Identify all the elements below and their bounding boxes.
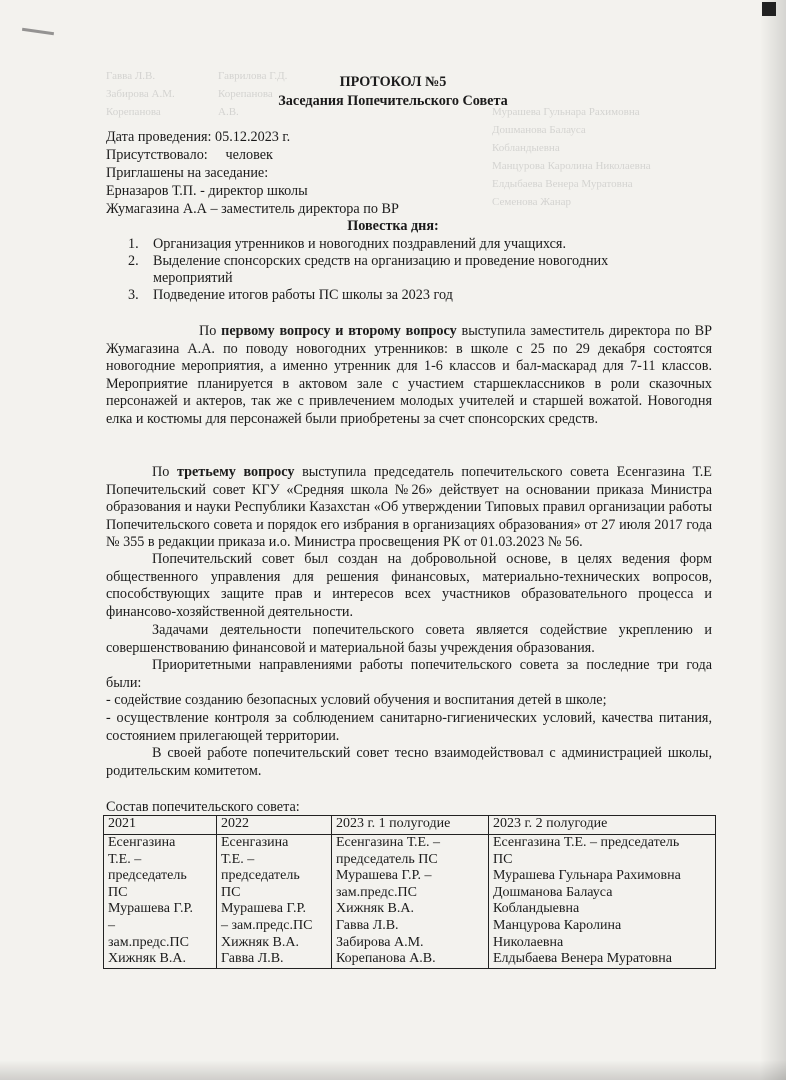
agenda-number: 1. xyxy=(128,236,139,252)
table-row xyxy=(104,835,716,969)
member-line: ПС xyxy=(108,884,128,900)
member-line: Т.Е. – xyxy=(221,851,255,867)
show-through-text: Корепанова xyxy=(106,106,161,118)
show-through-text: Кобландыевна xyxy=(492,142,560,154)
member-line: председатель xyxy=(108,868,187,884)
attendance: Присутствовало: человек xyxy=(106,147,273,163)
agenda-item: Подведение итогов работы ПС школы за 2023 год xyxy=(153,287,453,303)
paragraph-first-question xyxy=(106,323,712,429)
member-line: Николаевна xyxy=(493,934,564,950)
show-through-text: Корепанова xyxy=(218,88,273,100)
member-line: Хижняк В.А. xyxy=(221,934,299,950)
show-through-text: Манцурова Каролина Николаевна xyxy=(492,160,651,172)
member-line: ПС xyxy=(493,851,513,867)
table-caption: Состав попечительского совета: xyxy=(106,799,300,815)
table-cell-2023-h2 xyxy=(489,835,716,969)
member-line: ПС xyxy=(221,884,241,900)
show-through-text: Елдыбаева Венера Муратовна xyxy=(492,178,633,190)
paragraph-prefix: По xyxy=(152,464,177,480)
paragraph-cooperation: В своей работе попечительский совет тесно взаимодействовал с администрацией школы, родительским комитетом. xyxy=(106,745,712,779)
member-line: Манцурова Каролина xyxy=(493,917,622,933)
agenda-heading: Повестка дня: xyxy=(347,218,439,234)
show-through-text: Гаврилова Г.Д. xyxy=(218,70,288,82)
council-composition-table xyxy=(103,815,716,969)
member-line: Мурашева Г.Р. xyxy=(108,901,193,917)
table-header-row xyxy=(104,816,716,835)
member-line: зам.предс.ПС xyxy=(108,934,189,950)
priority-bullet: - содействие созданию безопасных условий обучения и воспитания детей в школе; xyxy=(106,692,607,708)
invitee: Жумагазина А.А – заместитель директора по ВР xyxy=(106,201,399,217)
paragraph-text: выступила председатель попечительского совета Есенгазина Т.Е Попечительский совет КГУ «Средняя школа №26» действует на основании приказа Министра образования и науки Республики Казахстан «Об утверждении Типовых правил организации работы Попечительского совета и порядок его избрания в организациях образования» от 27 июля 2017 года № 355 в редакции приказа и.о. Министра просвещения РК от 01.03.2023 № 56. xyxy=(106,464,712,551)
member-line: зам.предс.ПС xyxy=(336,884,417,900)
show-through-text: Гавва Л.В. xyxy=(106,70,156,82)
agenda-item: мероприятий xyxy=(153,270,233,286)
agenda-item: Организация утренников и новогодних поздравлений для учащихся. xyxy=(153,236,566,252)
member-line: – зам.предс.ПС xyxy=(221,917,313,933)
member-line: Т.Е. – xyxy=(108,851,142,867)
member-line: Мурашева Г.Р. – xyxy=(336,868,432,884)
document-subtitle: Заседания Попечительского Совета xyxy=(278,93,508,109)
show-through-text: Забирова А.М. xyxy=(106,88,175,100)
table-header-cell: 2023 г. 2 полугодие xyxy=(489,816,716,835)
paragraph-priorities: Приоритетными направлениями работы попечительского совета за последние три года были: xyxy=(106,657,712,691)
show-through-text: А.В. xyxy=(218,106,239,118)
meeting-date: Дата проведения: 05.12.2023 г. xyxy=(106,129,291,145)
table-header-cell: 2023 г. 1 полугодие xyxy=(332,816,489,835)
member-line: Хижняк В.А. xyxy=(108,951,186,967)
member-line: Гавва Л.В. xyxy=(336,917,399,933)
member-line: Гавва Л.В. xyxy=(221,951,284,967)
paragraph-council-purpose: Попечительский совет был создан на добровольной основе, в целях ведения форм общественного управления для решения финансовых, материально-технических вопросов, способствующих защите прав и интересов всех участников образовательного процесса и финансово-хозяйственной деятельности. xyxy=(106,551,712,620)
paragraph-prefix: По xyxy=(199,323,222,339)
document-title: ПРОТОКОЛ №5 xyxy=(339,74,447,90)
scan-bottom-shadow xyxy=(0,1060,786,1080)
member-line: Корепанова А.В. xyxy=(336,951,436,967)
member-line: Хижняк В.А. xyxy=(336,901,414,917)
show-through-text: Дошманова Балауса xyxy=(492,124,586,136)
scan-mark xyxy=(22,28,54,35)
member-line: Дошманова Балауса xyxy=(493,884,613,900)
member-line: Есенгазина xyxy=(108,835,176,850)
table-cell-2023-h1 xyxy=(332,835,489,969)
table-header-cell: 2021 xyxy=(104,816,217,835)
paragraph-text: выступила заместитель директора по ВР Жумагазина А.А. по поводу новогодних утренников: в школе с 25 по 29 декабря состоятся новогодние мероприятия, а именно утренник для 1-6 классов и бал-маскарад для 7-11 классов. Мероприятие планируется в актовом зале с участием старшеклассников в роли сказочных персонажей и актеров, так же с привлечением молодых учителей и старшей вожатой. Новогодня елка и костюмы для персонажей были приобретены за счет спонсорских средств. xyxy=(106,323,712,427)
member-line: Мурашева Г.Р. xyxy=(221,901,306,917)
scan-edge-shadow xyxy=(760,0,786,1080)
table-cell-2022 xyxy=(217,835,332,969)
invited-heading: Приглашены на заседание: xyxy=(106,165,269,181)
agenda-item: Выделение спонсорских средств на организацию и проведение новогодних xyxy=(153,253,609,269)
table-cell-2021 xyxy=(104,835,217,969)
question-label: первому вопросу и второму вопросу xyxy=(221,323,457,339)
question-label: третьему вопросу xyxy=(176,464,295,480)
table-header-cell: 2022 xyxy=(217,816,332,835)
member-line: Мурашева Гульнара Рахимовна xyxy=(493,868,681,884)
member-line: Есенгазина xyxy=(221,835,289,850)
paragraph-council-tasks: Задачами деятельности попечительского совета является содействие укреплению и совершенствованию финансовой и материальной базы учреждения образования. xyxy=(106,622,712,656)
member-line: Есенгазина Т.Е. – xyxy=(336,835,441,850)
member-line: Забирова А.М. xyxy=(336,934,424,950)
member-line: Елдыбаева Венера Муратовна xyxy=(493,951,672,967)
member-line: председатель xyxy=(221,868,300,884)
show-through-text: Мурашева Гульнара Рахимовна xyxy=(492,106,640,118)
paragraph-third-question xyxy=(106,464,712,552)
priority-bullet: - осуществление контроля за соблюдением санитарно-гигиенических условий, качества питания, состоянием прилегающей территории. xyxy=(106,710,712,744)
member-line: – xyxy=(108,917,115,933)
member-line: Кобландыевна xyxy=(493,901,580,917)
invitee: Ерназаров Т.П. - директор школы xyxy=(106,183,308,199)
agenda-number: 2. xyxy=(128,253,139,269)
show-through-text: Семенова Жанар xyxy=(492,196,571,208)
member-line: председатель ПС xyxy=(336,851,438,867)
member-line: Есенгазина Т.Е. – председатель xyxy=(493,835,680,850)
agenda-number: 3. xyxy=(128,287,139,303)
